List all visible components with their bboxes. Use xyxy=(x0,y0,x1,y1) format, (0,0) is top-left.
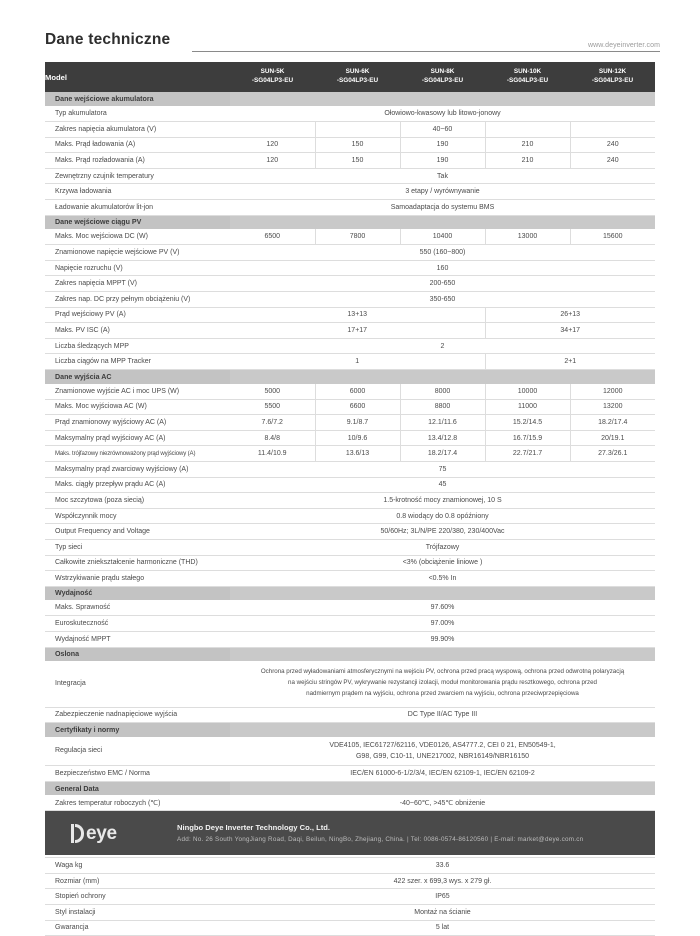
spec-row xyxy=(45,707,655,723)
spec-value: 190 xyxy=(400,137,485,153)
spec-value: 210 xyxy=(485,153,570,169)
spec-row xyxy=(45,430,655,446)
spec-row xyxy=(45,889,655,905)
spec-value: 15600 xyxy=(570,229,655,245)
header-divider xyxy=(192,42,660,52)
spec-value: 200-650 xyxy=(230,276,655,292)
spec-value: 6600 xyxy=(315,399,400,415)
spec-label: Zakres temperatur roboczych (℃) xyxy=(45,795,230,811)
spec-row xyxy=(45,477,655,493)
section-title: Dane wejściowe akumulatora xyxy=(45,92,230,106)
deye-logo-mark-icon xyxy=(71,824,84,843)
spec-row xyxy=(45,539,655,555)
company-contact: Add: No. 26 South YongJiang Road, Daqi, Beilun, NingBo, Zhejiang, China. | Tel: 0086-0574-86120560 | E-mail: market@deye.com.cn xyxy=(177,836,584,843)
spec-label: Zewnętrzny czujnik temperatury xyxy=(45,168,230,184)
spec-row xyxy=(45,307,655,323)
spec-value-line: VDE4105, IEC61727/62116, VDE0126, AS4777.2, CEI 0 21, EN50549-1, xyxy=(329,741,556,749)
section-title: Dane wyjścia AC xyxy=(45,370,230,384)
spec-value: 8800 xyxy=(400,399,485,415)
spec-value xyxy=(230,737,655,766)
spec-label: Wydajność MPPT xyxy=(45,631,230,647)
section-header-row xyxy=(45,723,655,737)
spec-row xyxy=(45,229,655,245)
spec-row xyxy=(45,766,655,782)
spec-value: 5500 xyxy=(230,399,315,415)
model-header-label: Model xyxy=(45,62,230,92)
spec-value: 13.4/12.8 xyxy=(400,430,485,446)
page-footer xyxy=(45,811,655,855)
model-column-2 xyxy=(315,62,400,92)
spec-value: Tak xyxy=(230,168,655,184)
spec-value: 550 (160~800) xyxy=(230,245,655,261)
spec-value: 150 xyxy=(315,153,400,169)
spec-value: 7800 xyxy=(315,229,400,245)
website-url: www.deyeinverter.com xyxy=(587,42,660,49)
spec-value: 26+13 xyxy=(485,307,655,323)
spec-value: 45 xyxy=(230,477,655,493)
section-title: Dane wejściowe ciągu PV xyxy=(45,215,230,229)
spec-value: 1.5-krotność mocy znamionowej, 10 S xyxy=(230,493,655,509)
page-header xyxy=(0,0,700,52)
spec-value xyxy=(570,122,655,138)
spec-row xyxy=(45,184,655,200)
table-body xyxy=(45,62,655,936)
spec-label: Znamionowe napięcie wejściowe PV (V) xyxy=(45,245,230,261)
spec-row xyxy=(45,323,655,339)
spec-value: Montaż na ścianie xyxy=(230,905,655,921)
section-title: General Data xyxy=(45,781,230,795)
section-header-row xyxy=(45,647,655,661)
spec-label: Napięcie rozruchu (V) xyxy=(45,260,230,276)
spec-label: Bezpieczeństwo EMC / Norma xyxy=(45,766,230,782)
spec-label: Krzywa ładowania xyxy=(45,184,230,200)
section-header-fill xyxy=(230,370,655,384)
spec-row xyxy=(45,905,655,921)
section-header-fill xyxy=(230,215,655,229)
spec-value: 97.60% xyxy=(230,600,655,616)
section-title: Certyfikaty i normy xyxy=(45,723,230,737)
spec-label: Gwarancja xyxy=(45,920,230,936)
spec-row xyxy=(45,737,655,766)
spec-label: Wstrzykiwanie prądu stałego xyxy=(45,571,230,587)
spec-row xyxy=(45,122,655,138)
spec-value: 16.7/15.9 xyxy=(485,430,570,446)
spec-row xyxy=(45,858,655,874)
spec-row xyxy=(45,616,655,632)
spec-label: Styl instalacji xyxy=(45,905,230,921)
spec-value: 12.1/11.6 xyxy=(400,415,485,431)
model-header-row xyxy=(45,62,655,92)
spec-row xyxy=(45,384,655,400)
spec-value: IEC/EN 61000-6-1/2/3/4, IEC/EN 62109-1, IEC/EN 62109-2 xyxy=(230,766,655,782)
spec-value: 422 szer. x 699,3 wys. x 279 gł. xyxy=(230,873,655,889)
spec-row xyxy=(45,493,655,509)
section-header-fill xyxy=(230,586,655,600)
spec-value: 240 xyxy=(570,137,655,153)
spec-value xyxy=(230,122,315,138)
spec-label: Maks. Sprawność xyxy=(45,600,230,616)
spec-label: Maksymalny prąd zwarciowy wyjściowy (A) xyxy=(45,461,230,477)
model-suffix: -SG04LP3-EU xyxy=(421,77,464,84)
spec-row xyxy=(45,399,655,415)
company-name: Ningbo Deye Inverter Technology Co., Ltd. xyxy=(177,823,331,832)
spec-label: Maks. PV ISC (A) xyxy=(45,323,230,339)
spec-label: Typ sieci xyxy=(45,539,230,555)
spec-value: 75 xyxy=(230,461,655,477)
spec-value: 33.6 xyxy=(230,858,655,874)
deye-logo-text: eye xyxy=(86,822,117,844)
spec-row xyxy=(45,137,655,153)
model-column-4 xyxy=(485,62,570,92)
model-name: SUN-5K xyxy=(260,68,285,76)
spec-row xyxy=(45,461,655,477)
spec-value: 2 xyxy=(230,338,655,354)
section-title: Oslona xyxy=(45,647,230,661)
model-name: SUN-10K xyxy=(513,68,542,76)
spec-value: 160 xyxy=(230,260,655,276)
spec-value: 120 xyxy=(230,153,315,169)
spec-row xyxy=(45,168,655,184)
model-suffix: -SG04LP3-EU xyxy=(591,77,634,84)
spec-value: 13.6/13 xyxy=(315,446,400,462)
spec-row xyxy=(45,631,655,647)
spec-row xyxy=(45,338,655,354)
spec-value: 34+17 xyxy=(485,323,655,339)
spec-value: 20/19.1 xyxy=(570,430,655,446)
spec-label: Stopień ochrony xyxy=(45,889,230,905)
spec-row xyxy=(45,276,655,292)
spec-label: Integracja xyxy=(45,661,230,707)
spec-row xyxy=(45,920,655,936)
specifications-table xyxy=(45,62,655,936)
spec-row xyxy=(45,524,655,540)
spec-value: 150 xyxy=(315,137,400,153)
spec-label: Znamionowe wyjście AC i moc UPS (W) xyxy=(45,384,230,400)
spec-value: 11000 xyxy=(485,399,570,415)
spec-value xyxy=(230,661,655,707)
spec-label: Maks. ciągły przepływ prądu AC (A) xyxy=(45,477,230,493)
spec-label: Rozmiar (mm) xyxy=(45,873,230,889)
spec-label: Liczba ciągów na MPP Tracker xyxy=(45,354,230,370)
model-suffix: -SG04LP3-EU xyxy=(506,77,549,84)
spec-label: Output Frequency and Voltage xyxy=(45,524,230,540)
spec-label: Zakres napięcia akumulatora (V) xyxy=(45,122,230,138)
spec-row xyxy=(45,153,655,169)
spec-value: 13200 xyxy=(570,399,655,415)
spec-value: <3% (obciążenie liniowe ) xyxy=(230,555,655,571)
spec-value: Samoadaptacja do systemu BMS xyxy=(230,200,655,216)
spec-value: 5000 xyxy=(230,384,315,400)
spec-value: 13000 xyxy=(485,229,570,245)
spec-value: 6500 xyxy=(230,229,315,245)
spec-label: Współczynnik mocy xyxy=(45,508,230,524)
spec-label: Prąd wejściowy PV (A) xyxy=(45,307,230,323)
spec-row xyxy=(45,200,655,216)
spec-row xyxy=(45,555,655,571)
spec-value: 17+17 xyxy=(230,323,485,339)
section-header-fill xyxy=(230,647,655,661)
spec-label: Regulacja sieci xyxy=(45,737,230,766)
spec-row xyxy=(45,245,655,261)
spec-value: 8000 xyxy=(400,384,485,400)
model-name: SUN-12K xyxy=(598,68,627,76)
spec-label: Zakres nap. DC przy pełnym obciążeniu (V) xyxy=(45,292,230,308)
footer-info xyxy=(167,823,583,843)
model-name: SUN-8K xyxy=(430,68,455,76)
spec-value: Ołowiowo-kwasowy lub litowo-jonowy xyxy=(230,106,655,122)
spec-value: 13+13 xyxy=(230,307,485,323)
spec-value: Trójfazowy xyxy=(230,539,655,555)
spec-label: Ładowanie akumulatorów lit-jon xyxy=(45,200,230,216)
spec-value: 10/9.6 xyxy=(315,430,400,446)
deye-logo xyxy=(71,824,167,843)
spec-value: 11.4/10.9 xyxy=(230,446,315,462)
spec-value: <0.5% In xyxy=(230,571,655,587)
spec-value: 40~60 xyxy=(400,122,485,138)
spec-value: 10000 xyxy=(485,384,570,400)
section-title: Wydajność xyxy=(45,586,230,600)
spec-row xyxy=(45,795,655,811)
spec-value: 99.90% xyxy=(230,631,655,647)
spec-row xyxy=(45,600,655,616)
spec-row xyxy=(45,354,655,370)
spec-value: 1 xyxy=(230,354,485,370)
spec-value: 12000 xyxy=(570,384,655,400)
spec-value: 0.8 wiodący do 0.8 opóźniony xyxy=(230,508,655,524)
spec-label: Zakres napięcia MPPT (V) xyxy=(45,276,230,292)
spec-row xyxy=(45,571,655,587)
spec-value: 50/60Hz; 3L/N/PE 220/380, 230/400Vac xyxy=(230,524,655,540)
section-header-row xyxy=(45,215,655,229)
section-header-row xyxy=(45,92,655,106)
spec-value-line: Ochrona przed wyładowaniami atmosferycznymi na wejściu PV, ochrona przed pracą wyspową, ochrona przed odwrotną polaryzacją xyxy=(260,668,625,676)
spec-value: 15.2/14.5 xyxy=(485,415,570,431)
spec-row xyxy=(45,415,655,431)
section-header-row xyxy=(45,370,655,384)
spec-value: 10400 xyxy=(400,229,485,245)
spec-label: Zabezpieczenie nadnapięciowe wyjścia xyxy=(45,707,230,723)
spec-value: IP65 xyxy=(230,889,655,905)
spec-label: Maksymalny prąd wyjściowy AC (A) xyxy=(45,430,230,446)
model-suffix: -SG04LP3-EU xyxy=(336,77,379,84)
spec-value: 9.1/8.7 xyxy=(315,415,400,431)
spec-value-line: na wejściu stringów PV, wykrywanie rezystancji izolacji, moduł monitorowania prądu resztkowego, ochrona przed xyxy=(288,679,597,687)
spec-value: 240 xyxy=(570,153,655,169)
model-column-5 xyxy=(570,62,655,92)
spec-label: Typ akumulatora xyxy=(45,106,230,122)
model-column-3 xyxy=(400,62,485,92)
spec-row xyxy=(45,292,655,308)
spec-value: 5 lat xyxy=(230,920,655,936)
spec-value xyxy=(485,122,570,138)
spec-value: 7.6/7.2 xyxy=(230,415,315,431)
spec-value: 210 xyxy=(485,137,570,153)
section-header-row xyxy=(45,781,655,795)
spec-value: 18.2/17.4 xyxy=(570,415,655,431)
spec-label: Maks. Moc wejściowa DC (W) xyxy=(45,229,230,245)
spec-label: Euroskuteczność xyxy=(45,616,230,632)
spec-label: Waga kg xyxy=(45,858,230,874)
model-name: SUN-6K xyxy=(345,68,370,76)
spec-row xyxy=(45,260,655,276)
spec-label: Maks. Prąd rozładowania (A) xyxy=(45,153,230,169)
spec-label: Całkowite zniekształcenie harmoniczne (THD) xyxy=(45,555,230,571)
spec-value: 2+1 xyxy=(485,354,655,370)
spec-value: 6000 xyxy=(315,384,400,400)
spec-value: -40~60℃, >45℃ obniżenie xyxy=(230,795,655,811)
spec-label: Liczba śledzących MPP xyxy=(45,338,230,354)
spec-value: 18.2/17.4 xyxy=(400,446,485,462)
spec-value-line: nadmiernym prądem na wyjściu, ochrona przed zwarciem na wyjściu, ochrona przeciwprzepięciowa xyxy=(306,690,579,698)
spec-value: 350-650 xyxy=(230,292,655,308)
section-header-row xyxy=(45,586,655,600)
model-suffix: -SG04LP3-EU xyxy=(251,77,294,84)
page-title: Dane techniczne xyxy=(45,31,171,48)
spec-row xyxy=(45,106,655,122)
spec-label: Moc szczytowa (poza siecią) xyxy=(45,493,230,509)
spec-value: 97.00% xyxy=(230,616,655,632)
spec-row xyxy=(45,508,655,524)
section-header-fill xyxy=(230,781,655,795)
spec-row xyxy=(45,873,655,889)
spec-label: Maks. Moc wyjściowa AC (W) xyxy=(45,399,230,415)
spec-label: Maks. Prąd ładowania (A) xyxy=(45,137,230,153)
model-column-1 xyxy=(230,62,315,92)
spec-row xyxy=(45,446,655,462)
spec-value: 3 etapy / wyrównywanie xyxy=(230,184,655,200)
spec-label: Prąd znamionowy wyjściowy AC (A) xyxy=(45,415,230,431)
spec-value: 120 xyxy=(230,137,315,153)
spec-value: DC Type II/AC Type III xyxy=(230,707,655,723)
spec-label: Maks. trójfazowy niezrównoważony prąd wyjściowy (A) xyxy=(45,446,230,462)
spec-value: 190 xyxy=(400,153,485,169)
spec-value: 8.4/8 xyxy=(230,430,315,446)
spec-value: 22.7/21.7 xyxy=(485,446,570,462)
section-header-fill xyxy=(230,92,655,106)
spec-value: 27.3/26.1 xyxy=(570,446,655,462)
spec-row xyxy=(45,661,655,707)
spec-value-line: G98, G99, C10-11, UNE217002, NBR16149/NBR16150 xyxy=(355,752,530,760)
section-header-fill xyxy=(230,723,655,737)
spec-value xyxy=(315,122,400,138)
